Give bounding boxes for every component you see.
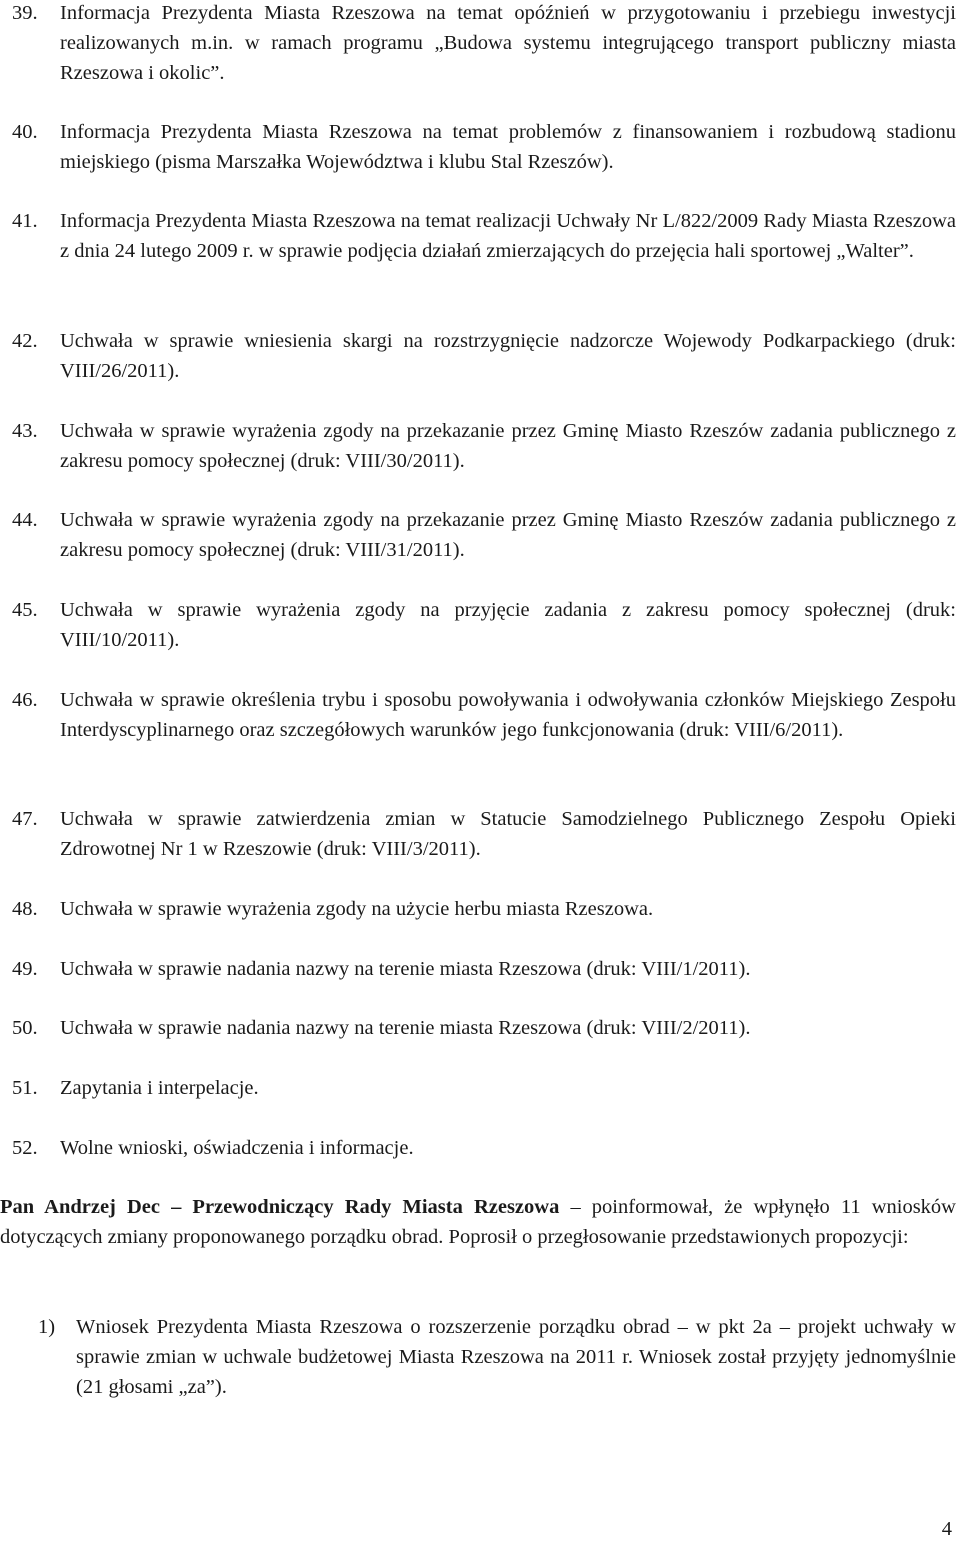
agenda-item-number: 41.: [12, 210, 38, 232]
agenda-item-number: 48.: [12, 898, 38, 920]
agenda-item-46: [12, 685, 956, 745]
agenda-item-number: 47.: [12, 808, 38, 830]
agenda-item-50: [12, 1013, 956, 1043]
statement-text: – poinformował, że wpłynęło 11 wniosków dotyczących zmiany proponowanego porządku obrad. Poprosił o przegłosowanie przedstawionych propozycji:: [0, 1196, 956, 1248]
agenda-item-text: Uchwała w sprawie zatwierdzenia zmian w Statucie Samodzielnego Publicznego Zespołu Opieki Zdrowotnej Nr 1 w Rzeszowie (druk: VIII/3/2011).: [60, 808, 956, 860]
agenda-item-45: [12, 595, 956, 655]
agenda-item-text: Uchwała w sprawie określenia trybu i sposobu powoływania i odwoływania członków Miejskiego Zespołu Interdyscyplinarnego oraz szczegółowych warunków jego funkcjonowania (druk: VIII/6/2011).: [60, 689, 956, 741]
agenda-item-number: 43.: [12, 420, 38, 442]
agenda-item-text: Informacja Prezydenta Miasta Rzeszowa na temat problemów z finansowaniem i rozbudową stadionu miejskiego (pisma Marszałka Województwa i klubu Stal Rzeszów).: [60, 121, 956, 173]
speaker-name: Pan Andrzej Dec – Przewodniczący Rady Miasta Rzeszowa: [0, 1196, 560, 1218]
agenda-item-text: Uchwała w sprawie nadania nazwy na terenie miasta Rzeszowa (druk: VIII/1/2011).: [60, 958, 751, 980]
chairman-statement: [0, 1192, 956, 1252]
agenda-item-text: Zapytania i interpelacje.: [60, 1077, 259, 1099]
agenda-item-51: [12, 1073, 956, 1103]
agenda-item-48: [12, 894, 956, 924]
agenda-item-number: 49.: [12, 958, 38, 980]
agenda-item-text: Uchwała w sprawie wniesienia skargi na rozstrzygnięcie nadzorcze Wojewody Podkarpackiego (druk: VIII/26/2011).: [60, 330, 956, 382]
agenda-item-number: 52.: [12, 1137, 38, 1159]
agenda-item-49: [12, 954, 956, 984]
agenda-item-number: 45.: [12, 599, 38, 621]
agenda-item-43: [12, 416, 956, 476]
page-number: 4: [941, 1518, 952, 1540]
agenda-item-number: 44.: [12, 509, 38, 531]
agenda-item-number: 42.: [12, 330, 38, 352]
agenda-item-number: 39.: [12, 2, 38, 24]
agenda-item-text: Informacja Prezydenta Miasta Rzeszowa na temat realizacji Uchwały Nr L/822/2009 Rady Miasta Rzeszowa z dnia 24 lutego 2009 r. w sprawie podjęcia działań zmierzających do przejęcia hali sportowej „Walter”.: [60, 210, 956, 262]
motion-item-1: [38, 1312, 956, 1402]
agenda-item-number: 50.: [12, 1017, 38, 1039]
agenda-item-number: 51.: [12, 1077, 38, 1099]
agenda-item-39: [12, 0, 956, 88]
agenda-item-text: Uchwała w sprawie wyrażenia zgody na przekazanie przez Gminę Miasto Rzeszów zadania publicznego z zakresu pomocy społecznej (druk: VIII/30/2011).: [60, 420, 956, 472]
agenda-item-text: Wolne wnioski, oświadczenia i informacje.: [60, 1137, 414, 1159]
agenda-item-text: Uchwała w sprawie wyrażenia zgody na przekazanie przez Gminę Miasto Rzeszów zadania publicznego z zakresu pomocy społecznej (druk: VIII/31/2011).: [60, 509, 956, 561]
agenda-item-40: [12, 117, 956, 177]
agenda-item-number: 46.: [12, 689, 38, 711]
agenda-item-text: Uchwała w sprawie nadania nazwy na terenie miasta Rzeszowa (druk: VIII/2/2011).: [60, 1017, 751, 1039]
agenda-item-42: [12, 326, 956, 386]
agenda-item-44: [12, 505, 956, 565]
motion-number: 1): [38, 1316, 56, 1338]
agenda-item-52: [12, 1133, 956, 1163]
agenda-item-text: Informacja Prezydenta Miasta Rzeszowa na temat opóźnień w przygotowaniu i przebiegu inwestycji realizowanych m.in. w ramach programu „Budowa systemu integrującego transport publiczny miasta Rzeszowa i okolic”.: [60, 2, 956, 84]
agenda-item-47: [12, 804, 956, 864]
agenda-item-text: Uchwała w sprawie wyrażenia zgody na przyjęcie zadania z zakresu pomocy społecznej (druk: VIII/10/2011).: [60, 599, 956, 651]
agenda-item-41: [12, 206, 956, 266]
motion-text: Wniosek Prezydenta Miasta Rzeszowa o rozszerzenie porządku obrad – w pkt 2a – projekt uchwały w sprawie zmian w uchwale budżetowej Miasta Rzeszowa na 2011 r. Wniosek został przyjęty jednomyślnie (21 głosami „za”).: [76, 1316, 956, 1398]
agenda-item-number: 40.: [12, 121, 38, 143]
agenda-item-text: Uchwała w sprawie wyrażenia zgody na użycie herbu miasta Rzeszowa.: [60, 898, 654, 920]
